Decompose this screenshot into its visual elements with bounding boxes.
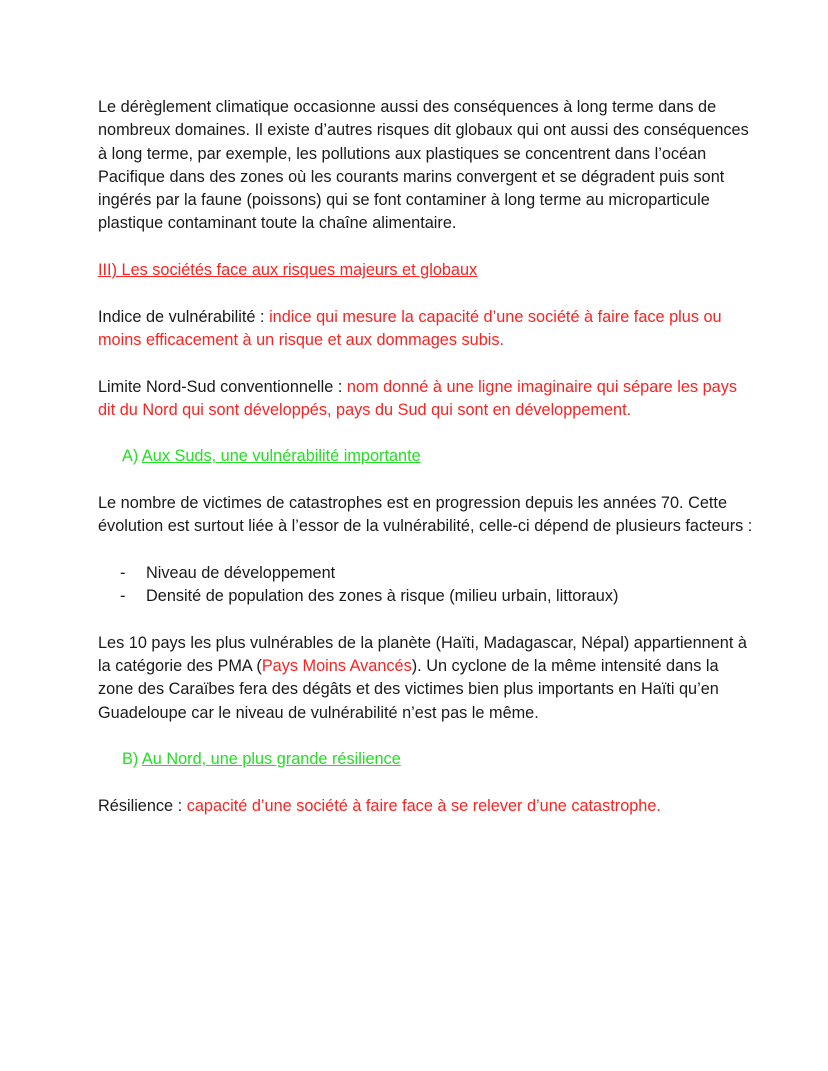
subsection-title-text: Au Nord, une plus grande résilience [141, 750, 401, 769]
subsection-letter: B) [122, 750, 142, 769]
list-item-text: Niveau de développement [146, 563, 336, 582]
subsection-letter: A) [122, 447, 142, 466]
definition-term: Indice de vulnérabilité : [98, 307, 270, 326]
subsection-a-title [98, 445, 758, 468]
subsection-title-text: Aux Suds, une vulnérabilité importante [141, 447, 421, 466]
list-item [98, 562, 758, 585]
definition-vulnerability-index [98, 306, 758, 353]
definition-term: Limite Nord-Sud conventionnelle : [98, 377, 347, 396]
factors-list [98, 562, 758, 609]
countries-paragraph [98, 632, 758, 725]
subsection-b-title [98, 748, 758, 771]
definition-resilience [98, 795, 758, 818]
definition-term: Résilience : [98, 796, 187, 815]
list-dash: - [120, 563, 126, 582]
victims-paragraph: Le nombre de victimes de catastrophes est en progression depuis les années 70. Cette évolution est surtout liée à l’essor de la vulnérabilité, celle-ci dépend de plusieurs facteurs : [98, 494, 753, 536]
list-item [98, 585, 758, 608]
paragraph-text: Les 10 pays les plus vulnérables de la planète (Haïti, Madagascar, Népal) appartiennent à la catégorie des PMA ( [98, 633, 747, 676]
pma-highlight: Pays Moins Avancés [261, 657, 412, 676]
definition-text: capacité d’une société à faire face à se relever d’une catastrophe. [186, 796, 661, 815]
definition-text: indice qui mesure la capacité d’une société à faire face plus ou moins efficacement à un risque et aux dommages subis. [98, 307, 722, 349]
section-title-3: III) Les sociétés face aux risques majeurs et globaux [98, 261, 478, 280]
intro-paragraph: Le dérèglement climatique occasionne aussi des conséquences à long terme dans de nombreux domaines. Il existe d’autres risques dit globaux qui ont aussi des conséquences à long terme, par exemple, les pollutions aux plastiques se concentrent dans l’océan Pacifique dans des zones où les courants marins convergent et se dégradent puis sont ingérés par la faune (poissons) qui se font contaminer à long terme au microparticule plastique contaminant toute la chaîne alimentaire. [98, 98, 749, 233]
list-dash: - [120, 587, 126, 606]
definition-text: nom donné à une ligne imaginaire qui sépare les pays dit du Nord qui sont développés, pays du Sud qui sont en développement. [98, 377, 737, 419]
document-page [98, 96, 758, 818]
definition-north-south-line [98, 376, 758, 423]
list-item-text: Densité de population des zones à risque (milieu urbain, littoraux) [146, 587, 619, 606]
paragraph-text: ). Un cyclone de la même intensité dans la zone des Caraïbes fera des dégâts et des victimes bien plus importants en Haïti qu’en Guadeloupe car le niveau de vulnérabilité n’est pas le même. [98, 657, 719, 722]
